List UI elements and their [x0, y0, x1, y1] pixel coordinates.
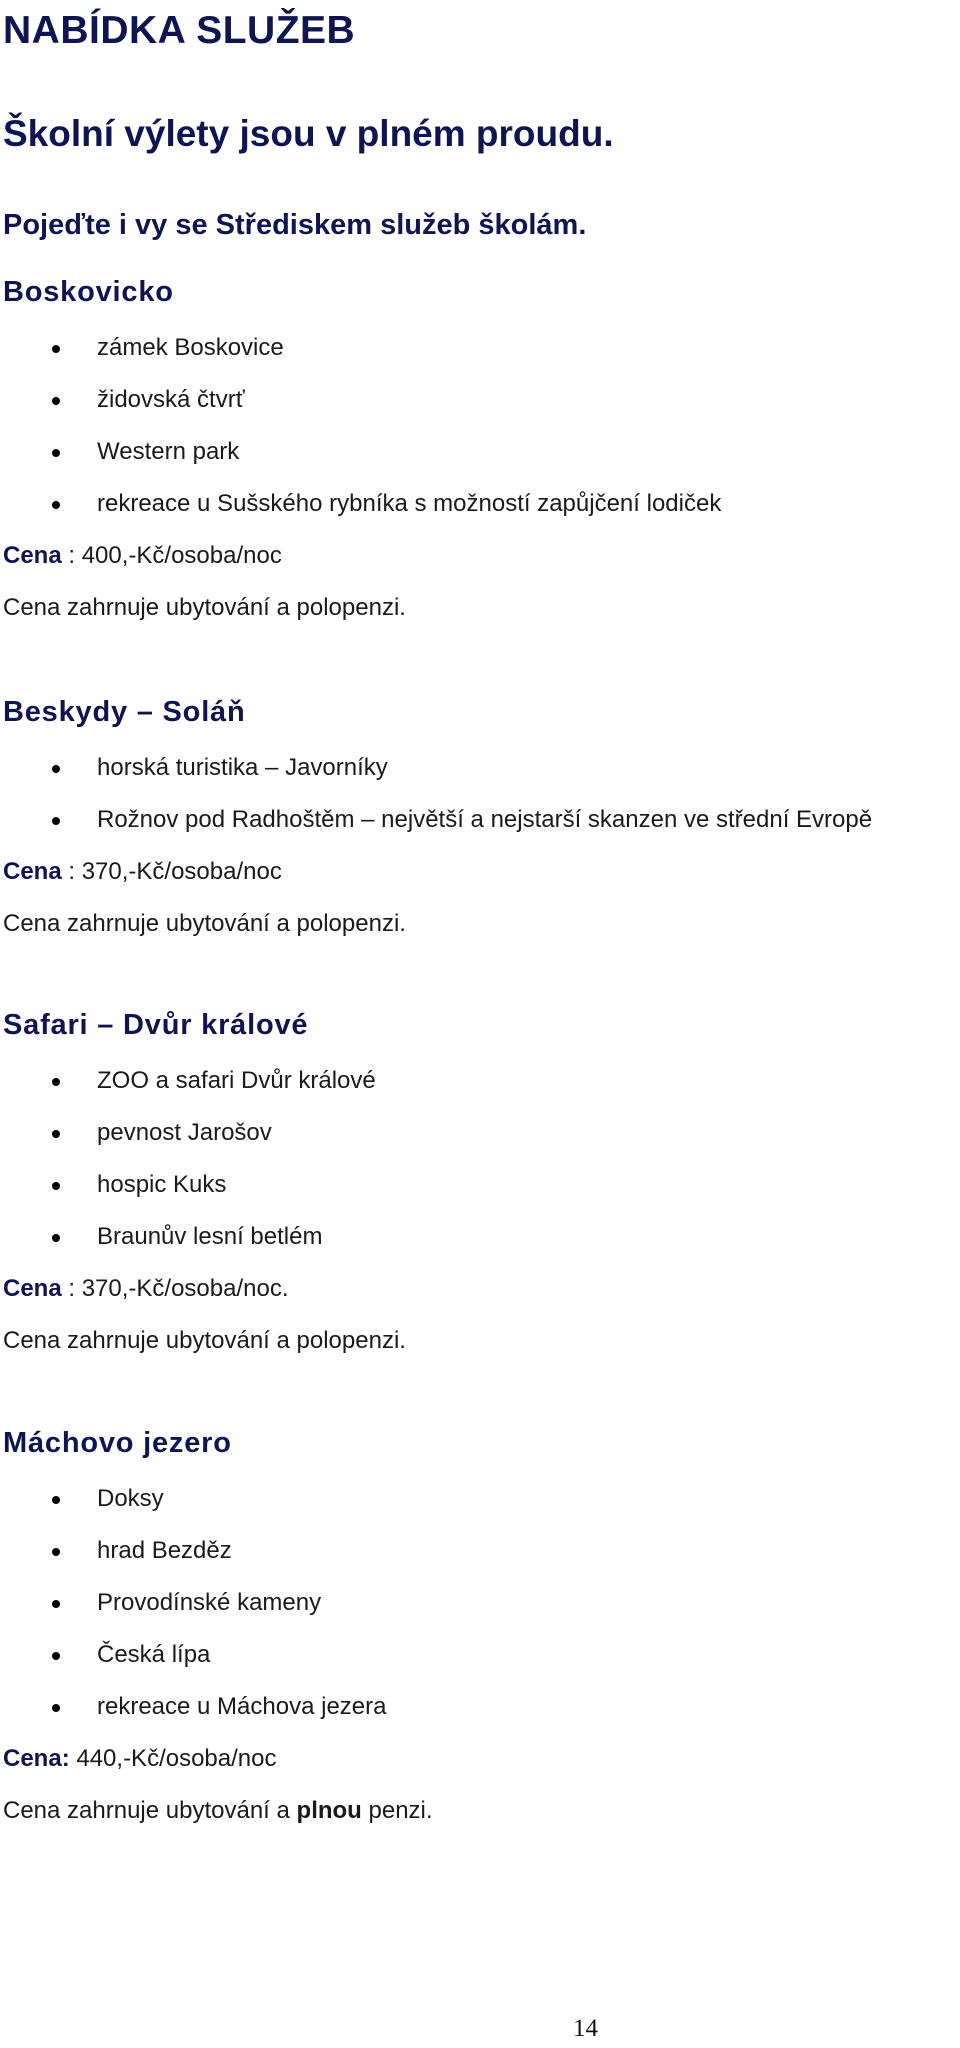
list-item: [0, 1473, 960, 1525]
list-item-text: Western park: [97, 438, 240, 465]
bullet-icon: [52, 1652, 60, 1660]
list-item: [0, 1681, 960, 1733]
price-value: : 370,-Kč/osoba/noc.: [61, 1275, 289, 1302]
bullet-icon: [52, 1704, 60, 1712]
section-safari-dvur-kralove: [0, 1003, 960, 1367]
bullet-icon: [52, 397, 60, 405]
list-item-text: židovská čtvrť: [97, 386, 245, 413]
page-title: NABÍDKA SLUŽEB: [3, 9, 356, 52]
list-item-text: horská turistika – Javorníky: [97, 754, 388, 781]
list-item: [0, 1055, 960, 1107]
bullet-icon: [52, 1496, 60, 1504]
price-includes: Cena zahrnuje ubytování a polopenzi.: [3, 910, 406, 937]
page-number: 14: [573, 2015, 598, 2042]
list-item: [0, 374, 960, 426]
bullet-icon: [52, 1234, 60, 1242]
list-item: [0, 742, 960, 794]
bullet-icon: [52, 449, 60, 457]
list-item-text: pevnost Jarošov: [97, 1119, 272, 1146]
bullet-icon: [52, 345, 60, 353]
list-item-text: rekreace u Máchova jezera: [97, 1693, 387, 1720]
list-item-text: Česká lípa: [97, 1641, 211, 1668]
list-item: [0, 1107, 960, 1159]
price-label: Cena: [3, 542, 62, 569]
list-item-text: rekreace u Sušského rybníka s možností zapůjčení lodiček: [97, 490, 722, 517]
price-line: [3, 1263, 960, 1315]
list-item-text: Braunův lesní betlém: [97, 1223, 323, 1250]
section-machovo-jezero: [0, 1421, 960, 1837]
section-title: Safari – Dvůr králové: [3, 1009, 309, 1041]
section-boskovicko: [0, 270, 960, 634]
price-includes-emphasis: plnou: [296, 1797, 362, 1824]
list-item: [0, 1211, 960, 1263]
list-item: [0, 478, 960, 530]
price-label: Cena: [3, 1275, 62, 1302]
price-line: [3, 846, 960, 898]
section-title: Máchovo jezero: [3, 1427, 232, 1459]
price-includes: [3, 1785, 960, 1837]
list-item-text: hospic Kuks: [97, 1171, 227, 1198]
list-item-text: Provodínské kameny: [97, 1589, 322, 1616]
bullet-icon: [52, 817, 60, 825]
bullet-icon: [52, 1130, 60, 1138]
subtitle-service-center: Pojeďte i vy se Střediskem služeb školám.: [3, 209, 587, 241]
attractions-list: [0, 322, 960, 530]
list-item: [0, 1525, 960, 1577]
price-line: [3, 1733, 960, 1785]
list-item-text: Doksy: [97, 1485, 164, 1512]
price-value: 440,-Kč/osoba/noc: [69, 1745, 277, 1772]
bullet-icon: [52, 765, 60, 773]
list-item: [0, 426, 960, 478]
bullet-icon: [52, 1182, 60, 1190]
price-value: : 370,-Kč/osoba/noc: [61, 858, 282, 885]
attractions-list: [0, 1473, 960, 1733]
list-item: [0, 1159, 960, 1211]
list-item: [0, 794, 960, 846]
list-item-text: ZOO a safari Dvůr králové: [97, 1067, 376, 1094]
bullet-icon: [52, 1548, 60, 1556]
list-item: [0, 1577, 960, 1629]
price-includes-text: Cena zahrnuje ubytování a: [3, 1797, 297, 1824]
section-title: Boskovicko: [3, 276, 174, 308]
price-includes: Cena zahrnuje ubytování a polopenzi.: [3, 1327, 406, 1354]
list-item-text: zámek Boskovice: [97, 334, 284, 361]
subtitle-school-trips: Školní výlety jsou v plném proudu.: [3, 113, 614, 154]
price-label: Cena: [3, 858, 62, 885]
bullet-icon: [52, 1600, 60, 1608]
price-line: [3, 530, 960, 582]
bullet-icon: [52, 501, 60, 509]
section-title: Beskydy – Soláň: [3, 696, 246, 728]
list-item: [0, 322, 960, 374]
attractions-list: [0, 742, 960, 846]
price-includes-text-end: penzi.: [361, 1797, 433, 1824]
section-beskydy-solan: [0, 690, 960, 950]
bullet-icon: [52, 1078, 60, 1086]
price-label: Cena:: [3, 1745, 70, 1772]
list-item-text: Rožnov pod Radhoštěm – největší a nejstarší skanzen ve střední Evropě: [97, 806, 873, 833]
price-value: : 400,-Kč/osoba/noc: [61, 542, 282, 569]
list-item: [0, 1629, 960, 1681]
price-includes: Cena zahrnuje ubytování a polopenzi.: [3, 594, 406, 621]
attractions-list: [0, 1055, 960, 1263]
list-item-text: hrad Bezděz: [97, 1537, 232, 1564]
